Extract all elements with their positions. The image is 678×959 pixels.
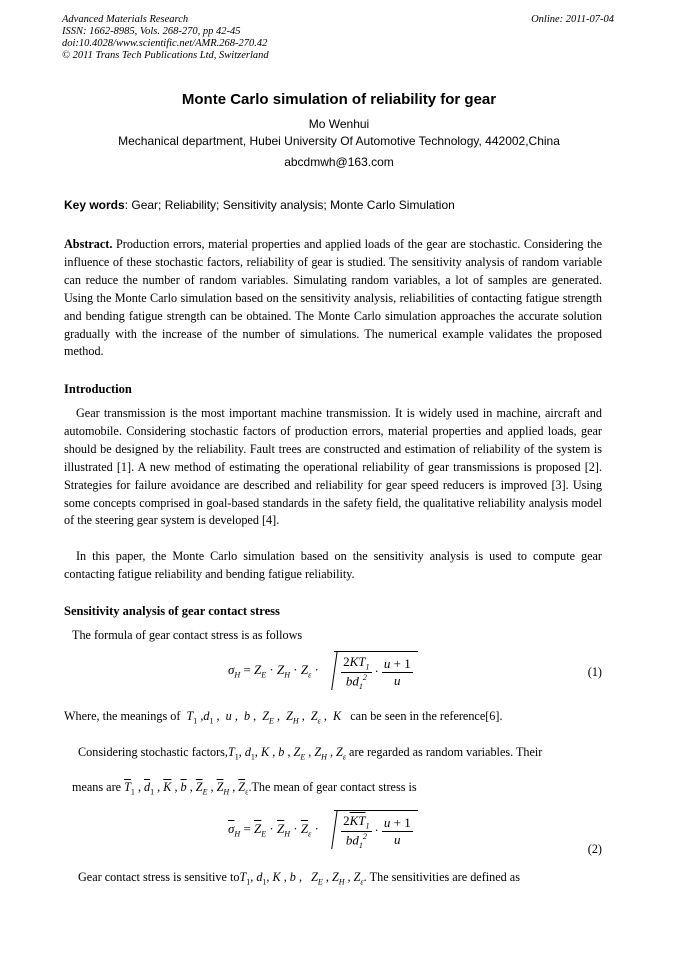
keywords-label: Key words — [64, 198, 125, 212]
considering-text: Considering stochastic factors, — [78, 745, 228, 759]
section-heading-introduction: Introduction — [64, 382, 132, 396]
equation-2: $\overline{\sigma}_H = \overline{Z}_E \cdot \overline{Z}_H \cdot \overline{Z}_\varepsilon$ · $\frac{2\overline{KT}_1}{\overline{bd}_1^2}$ · $\frac{u + 1}{u}$ — [228, 810, 418, 850]
author-affiliation: Mechanical department, Hubei University Of Automotive Technology, 442002,China — [118, 134, 560, 148]
formula-intro: The formula of gear contact stress is as follows — [72, 628, 303, 642]
intro-paragraph-1: Gear transmission is the most important machine transmission. It is widely used in machine, aircraft and automobile. Considering stochastic factors of production errors, material properties and applied loads, gear should be designed by the reliability. Fault trees are constructed and estimation of reliability of the system is illustrated [1]. A new method of estimating the operational reliability of gear transmissions is proposed [2]. Strategies for failure avoidance are described and reliability for gear speed reducers is improved [3]. Using some concepts comprised in goal-based standards in the safety field, the qualitative reliability analysis model of the steering gear system is developed [4]. — [64, 406, 602, 528]
paper-title: Monte Carlo simulation of reliability for gear — [181, 91, 497, 108]
section-heading-sensitivity: Sensitivity analysis of gear contact stress — [64, 604, 280, 618]
doi-line: doi:10.4028/www.scientific.net/AMR.268-270.42 — [62, 38, 268, 49]
where-line: Where, the meanings of $T_1$ $,d_1$ , u , b , $Z_E$ , $Z_H$ , $Z_\varepsilon$ , K can be seen in the reference[6]. — [64, 709, 503, 726]
keywords-list: : Gear; Reliability; Sensitivity analysis; Monte Carlo Simulation — [124, 198, 455, 212]
equation-2-number: (2) — [587, 842, 602, 856]
issn-line: ISSN: 1662-8985, Vols. 268-270, pp 42-45 — [62, 26, 241, 37]
keywords — [64, 198, 455, 212]
abstract — [64, 236, 602, 361]
sensitive-line: Gear contact stress is sensitive toT$_1$, $d_1$, K , b , $Z_E$ , $Z_H$ , $Z_\varepsilon$. The sensitivities are defined as — [78, 870, 520, 887]
abstract-label: Abstract. — [64, 237, 113, 251]
where-text: Where, the meanings of — [64, 709, 181, 723]
considering-tail: are regarded as random variables. Their — [349, 745, 543, 759]
copyright-line: © 2011 Trans Tech Publications Ltd, Switzerland — [62, 50, 269, 61]
author-email: abcdmwh@163.com — [284, 155, 394, 169]
intro-paragraph-2: In this paper, the Monte Carlo simulation based on the sensitivity analysis is used to compute gear contacting fatigue reliability and bending fatigue reliability. — [64, 549, 602, 581]
equation-1: $\sigma_H = Z_E \cdot Z_H \cdot Z_\varepsilon$ · $\frac{2KT_1}{bd_1^2}$ · $\frac{u + 1}{u}$ — [228, 651, 418, 691]
sensitive-text: Gear contact stress is sensitive to — [78, 870, 240, 884]
means-tail: .The mean of gear contact stress is — [248, 780, 417, 794]
sensitive-tail: . The sensitivities are defined as — [363, 870, 520, 884]
considering-line: Considering stochastic $factors,T_1$, $d_1$, K , b , $Z_E$ , $Z_H$ , $Z_\varepsilon$ are regarded as random variables. Their — [78, 745, 543, 762]
abstract-text: Production errors, material properties and applied loads of the gear are stochastic. Considering the influence of these stochastic factors, reliability of gear is studied. The sensitivity analysis of random variable can reduce the number of random variables. Simulating random variables, a lot of samples are generated. Using the Monte Carlo simulation based on the sensitivity analysis, reliabilities of contacting fatigue strength and bending fatigue strength can be obtained. The Monte Carlo simulation approaches the accurate solution gradually with the increase of the number of simulations. The numerical example validates the proposed method. — [64, 237, 602, 359]
means-line: means are $\overline{T}_1$ , $\overline{d}_1$ , $\overline{K}$ , $\overline{b}$ , $\overline{Z}_E$ , $\overline{Z}_H$ , $\overline{Z}_\varepsilon.The$ mean of gear contact stress is — [72, 780, 417, 797]
means-text: means are — [72, 780, 122, 794]
equation-1-number: (1) — [587, 665, 602, 679]
online-date: Online: 2011-07-04 — [531, 14, 614, 25]
publication-header — [62, 14, 269, 62]
where-tail: can be seen in the reference[6]. — [350, 709, 503, 723]
journal-name: Advanced Materials Research — [62, 14, 189, 25]
author-name: Mo Wenhui — [308, 117, 370, 131]
